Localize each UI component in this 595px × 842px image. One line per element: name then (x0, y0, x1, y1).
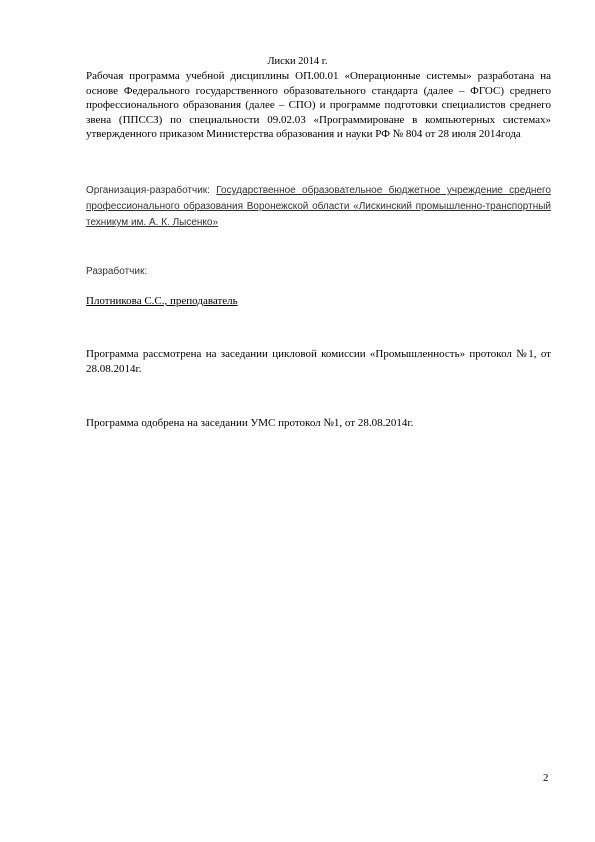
intro-paragraph: Рабочая программа учебной дисциплины ОП.00.01 «Операционные системы» разработана на основе Федерального государственного образовательного стандарта (далее – ФГОС) среднего профессионального образования (далее – СПО) и программе подготовки специалистов среднего звена (ППССЗ) по специальности 09.02.03 «Программироване в компьютерных системах» утвержденного приказом Министерства образования и науки РФ № 804 от 28 июля 2014года (86, 70, 551, 140)
place-year-title: Лиски 2014 г. (267, 56, 328, 67)
organization-label: Организация-разработчик: (86, 185, 210, 196)
developer-label: Разработчик: (86, 266, 148, 277)
approval-paragraph: Программа одобрена на заседании УМС протокол №1, от 28.08.2014г. (86, 417, 414, 429)
page-number: 2 (543, 772, 549, 784)
developer-name: Плотникова С.С., преподаватель (86, 295, 238, 307)
review-paragraph: Программа рассмотрена на заседании цикловой комиссии «Промышленность» протокол №1, от 28.08.2014г. (86, 348, 551, 375)
organization-paragraph (86, 183, 551, 231)
organization-name: Государственное образовательное бюджетное учреждение среднего профессионального образования Воронежской области «Лискинский промышленно-транспортный техникум им. А. К. Лысенко» (86, 185, 551, 228)
